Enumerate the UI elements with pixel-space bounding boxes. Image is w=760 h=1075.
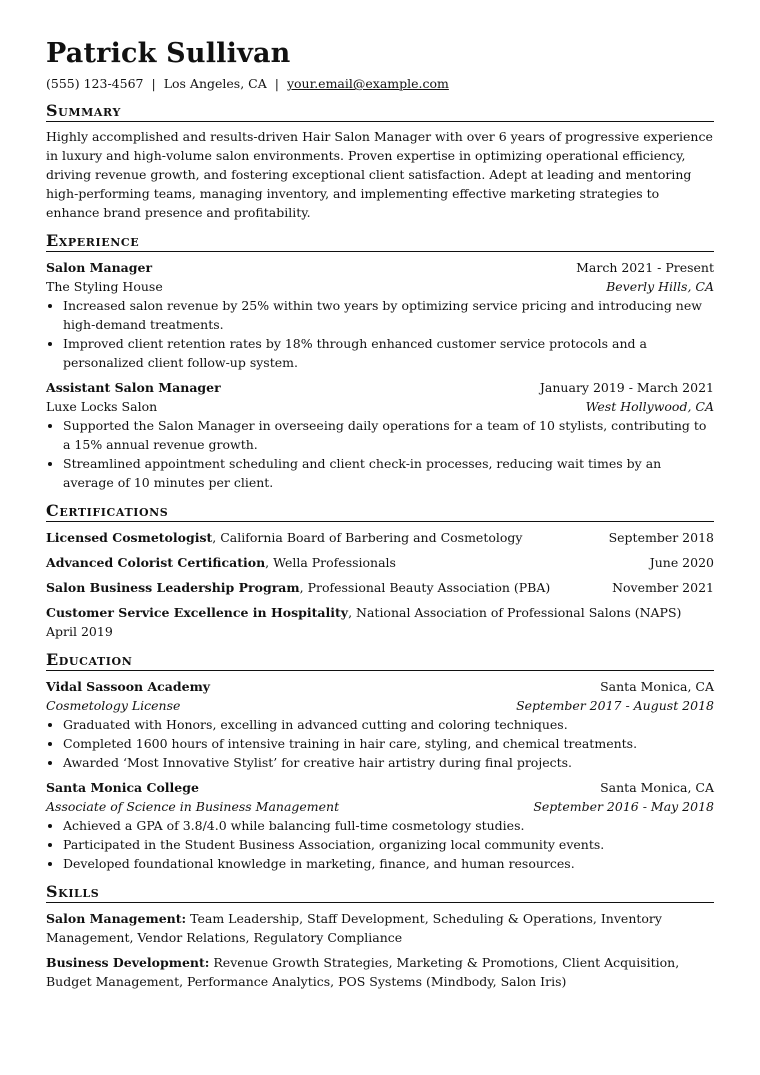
- skill-group: [46, 953, 714, 991]
- certification-name: Licensed Cosmetologist: [46, 530, 213, 545]
- education-entry: [46, 677, 714, 772]
- list-item: • Improved client retention rates by 18% through enhanced customer service protocols and a personalized client follow-up system.: [63, 334, 714, 372]
- contact-separator: |: [151, 76, 156, 91]
- list-item: • Developed foundational knowledge in marketing, finance, and human resources.: [63, 854, 714, 873]
- job-bullets: [46, 296, 714, 372]
- location: Los Angeles, CA: [163, 76, 267, 91]
- certification-name: Salon Business Leadership Program: [46, 580, 300, 595]
- education-section: [46, 651, 714, 873]
- list-item: • Supported the Salon Manager in overseeing daily operations for a team of 10 stylists, contributing to a 15% annual revenue growth.: [63, 416, 714, 454]
- skill-group-label: Salon Management:: [46, 911, 187, 926]
- school-name: Santa Monica College: [46, 780, 199, 795]
- certification-issuer: , National Association of Professional Salons (NAPS): [348, 605, 682, 620]
- certification-item: [46, 578, 714, 597]
- candidate-name: Patrick Sullivan: [46, 38, 291, 69]
- skill-group-label: Business Development:: [46, 955, 210, 970]
- job-dates: March 2021 - Present: [576, 260, 714, 275]
- list-item: • Completed 1600 hours of intensive training in hair care, styling, and chemical treatments.: [63, 734, 714, 753]
- degree-name: Cosmetology License: [46, 698, 181, 713]
- email-link[interactable]: your.email@example.com: [286, 76, 449, 91]
- school-location: Santa Monica, CA: [600, 780, 714, 795]
- list-item: • Awarded ‘Most Innovative Stylist’ for creative hair artistry during final projects.: [63, 753, 714, 772]
- job-entry: [46, 378, 714, 492]
- school-location: Santa Monica, CA: [600, 679, 714, 694]
- phone-number: (555) 123-4567: [46, 76, 144, 91]
- section-title-summary: Summary: [46, 102, 714, 122]
- education-dates: September 2017 - August 2018: [516, 698, 714, 713]
- section-title-skills: Skills: [46, 883, 714, 903]
- skill-group-text: Team Leadership, Staff Development, Scheduling & Operations, Inventory Management, Vendor Relations, Regulatory Compliance: [46, 911, 662, 945]
- education-entry: [46, 778, 714, 873]
- list-item: • Graduated with Honors, excelling in advanced cutting and coloring techniques.: [63, 715, 714, 734]
- job-entry: [46, 258, 714, 372]
- list-item: • Achieved a GPA of 3.8/4.0 while balancing full-time cosmetology studies.: [63, 816, 714, 835]
- certification-name: Advanced Colorist Certification: [46, 555, 266, 570]
- certification-date: June 2020: [649, 555, 714, 570]
- certification-issuer: , Professional Beauty Association (PBA): [299, 580, 551, 595]
- summary-text: Highly accomplished and results-driven Hair Salon Manager with over 6 years of progressive experience in luxury and high-volume salon environments. Proven expertise in optimizing operational efficiency, driving revenue growth, and fostering exceptional client satisfaction. Adept at leading and mentoring high-performing teams, managing inventory, and implementing effective marketing strategies to enhance brand presence and profitability.: [46, 129, 713, 220]
- certification-item: [46, 528, 714, 547]
- certification-date: April 2019: [46, 624, 113, 639]
- section-title-education: Education: [46, 651, 714, 671]
- section-title-experience: Experience: [46, 232, 714, 252]
- degree-name: Associate of Science in Business Management: [46, 799, 340, 814]
- certification-name: Customer Service Excellence in Hospitality: [46, 605, 349, 620]
- education-dates: September 2016 - May 2018: [533, 799, 714, 814]
- job-title: Salon Manager: [46, 260, 153, 275]
- job-location: Beverly Hills, CA: [606, 279, 714, 294]
- certifications-section: [46, 502, 714, 641]
- list-item: • Participated in the Student Business Association, organizing local community events.: [63, 835, 714, 854]
- certification-issuer: , California Board of Barbering and Cosmetology: [212, 530, 523, 545]
- job-dates: January 2019 - March 2021: [539, 380, 714, 395]
- certification-issuer: , Wella Professionals: [265, 555, 396, 570]
- list-item: • Increased salon revenue by 25% within two years by optimizing service pricing and introducing new high-demand treatments.: [63, 296, 714, 334]
- experience-section: [46, 232, 714, 492]
- contact-line: [46, 76, 714, 92]
- certification-item: [46, 603, 714, 641]
- certification-item: [46, 553, 714, 572]
- school-name: Vidal Sassoon Academy: [46, 679, 211, 694]
- skills-section: [46, 883, 714, 991]
- job-bullets: [46, 416, 714, 492]
- education-bullets: [46, 715, 714, 772]
- job-location: West Hollywood, CA: [585, 399, 714, 414]
- job-title: Assistant Salon Manager: [46, 380, 221, 395]
- education-bullets: [46, 816, 714, 873]
- skill-group: [46, 909, 714, 947]
- summary-section: [46, 102, 714, 222]
- certification-date: September 2018: [608, 530, 714, 545]
- certification-date: November 2021: [612, 580, 714, 595]
- company-name: The Styling House: [46, 279, 163, 294]
- contact-separator: |: [274, 76, 279, 91]
- company-name: Luxe Locks Salon: [46, 399, 158, 414]
- list-item: • Streamlined appointment scheduling and client check-in processes, reducing wait times by an average of 10 minutes per client.: [63, 454, 714, 492]
- skill-group-text: Revenue Growth Strategies, Marketing & Promotions, Client Acquisition, Budget Management, Performance Analytics, POS Systems (Mindbody, Salon Iris): [46, 955, 680, 989]
- section-title-certifications: Certifications: [46, 502, 714, 522]
